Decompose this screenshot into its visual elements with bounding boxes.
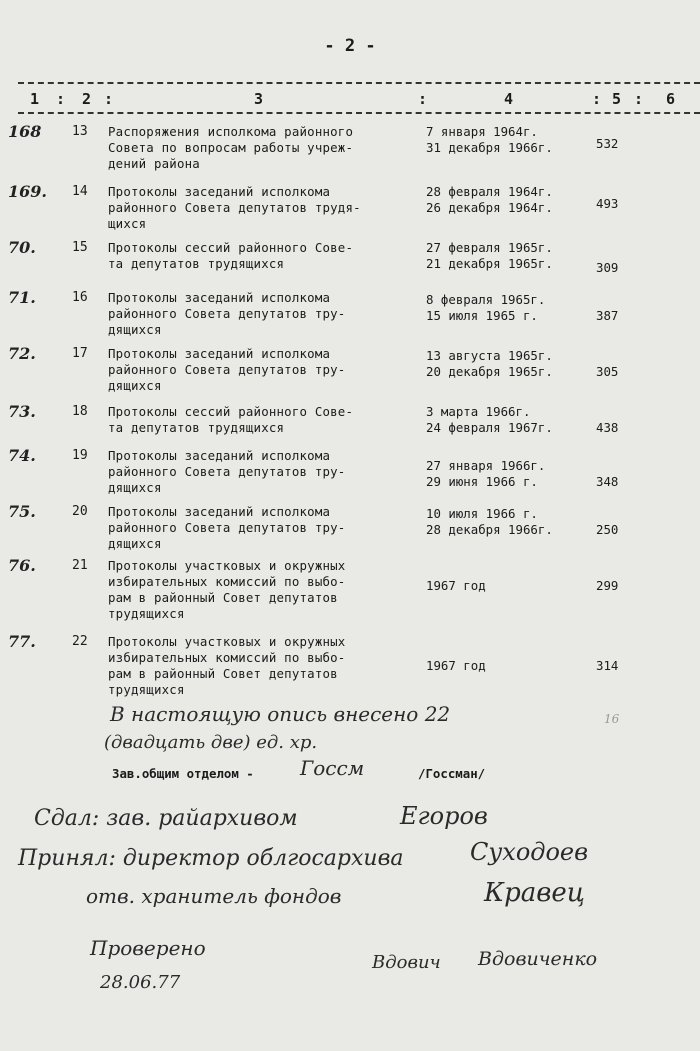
row-title: Протоколы участковых и окружных избирательных комиссий по выбо- рам в районный Совет депутатов трудящихся xyxy=(108,634,346,697)
row-handwritten-number: 73. xyxy=(8,402,36,421)
row-sheets: 309 xyxy=(596,260,619,275)
row-dates: 1967 год xyxy=(426,658,486,673)
checked-date: 28.06.77 xyxy=(100,972,181,993)
row-handwritten-number: 77. xyxy=(8,632,36,651)
row-number: 19 xyxy=(72,448,88,463)
row-title: Протоколы заседаний исполкома районного Совета депутатов тру- дящихся xyxy=(108,448,346,495)
page-number: - 2 - xyxy=(324,36,376,56)
row-handwritten-number: 75. xyxy=(8,502,36,521)
col-header-sep: : xyxy=(104,90,114,108)
row-dates: 28 февраля 1964г. 26 декабря 1964г. xyxy=(426,184,553,215)
row-title: Протоколы заседаний исполкома районного Совета депутатов трудя- щихся xyxy=(108,184,361,231)
col-header-sep: : xyxy=(634,90,644,108)
col-header-sep: : xyxy=(418,90,428,108)
row-number: 13 xyxy=(72,124,88,139)
row-sheets: 299 xyxy=(596,578,619,593)
col-header-3: 3 xyxy=(254,90,264,108)
received-line: Принял: директор облгосархива xyxy=(18,846,404,871)
col-header-4: 4 xyxy=(504,90,514,108)
checker-name: Вдовиченко xyxy=(478,948,598,970)
row-number: 21 xyxy=(72,558,88,573)
row-handwritten-number: 169. xyxy=(8,182,47,201)
checker-signature: Вдович xyxy=(372,952,441,973)
row-number: 18 xyxy=(72,404,88,419)
row-title: Протоколы сессий районного Сове- та депутатов трудящихся xyxy=(108,404,354,435)
row-sheets: 250 xyxy=(596,522,619,537)
row-number: 16 xyxy=(72,290,88,305)
row-handwritten-number: 168 xyxy=(8,122,42,141)
department-head-label: Зав.общим отделом - xyxy=(112,766,254,781)
checked-label: Проверено xyxy=(90,936,206,960)
header-rule-top xyxy=(18,82,700,84)
header-rule-bottom xyxy=(18,112,700,114)
department-head-signature: Госсм xyxy=(300,756,365,780)
row-dates: 7 января 1964г. 31 декабря 1966г. xyxy=(426,124,553,155)
row-handwritten-number: 74. xyxy=(8,446,36,465)
row-dates: 27 января 1966г. 29 июня 1966 г. xyxy=(426,458,546,489)
handover-line: Сдал: зав. райархивом xyxy=(34,806,298,831)
col-header-6: 6 xyxy=(666,90,676,108)
row-title: Протоколы заседаний исполкома районного Совета депутатов тру- дящихся xyxy=(108,504,346,551)
row-dates: 27 февраля 1965г. 21 декабря 1965г. xyxy=(426,240,553,271)
row-number: 15 xyxy=(72,240,88,255)
total-note-line2: (двадцать две) ед. хр. xyxy=(104,732,318,753)
row-number: 20 xyxy=(72,504,88,519)
row-number: 14 xyxy=(72,184,88,199)
col-header-sep: : xyxy=(592,90,602,108)
row-sheets: 438 xyxy=(596,420,619,435)
column-header-row xyxy=(0,90,700,110)
row-dates: 10 июля 1966 г. 28 декабря 1966г. xyxy=(426,506,553,537)
row-dates: 8 февраля 1965г. 15 июля 1965 г. xyxy=(426,292,546,323)
row-handwritten-number: 72. xyxy=(8,344,36,363)
col-header-5: 5 xyxy=(612,90,622,108)
row-handwritten-number: 70. xyxy=(8,238,36,257)
row-number: 22 xyxy=(72,634,88,649)
row-title: Протоколы сессий районного Сове- та депутатов трудящихся xyxy=(108,240,354,271)
row-title: Протоколы участковых и окружных избирательных комиссий по выбо- рам в районный Совет депутатов трудящихся xyxy=(108,558,346,621)
row-dates: 13 августа 1965г. 20 декабря 1965г. xyxy=(426,348,553,379)
row-sheets: 493 xyxy=(596,196,619,211)
row-dates: 3 марта 1966г. 24 февраля 1967г. xyxy=(426,404,553,435)
row-number: 17 xyxy=(72,346,88,361)
row-sheets: 314 xyxy=(596,658,619,673)
row-handwritten-number: 71. xyxy=(8,288,36,307)
row-dates: 1967 год xyxy=(426,578,486,593)
handover-signature: Егоров xyxy=(400,802,488,830)
col-header-1: 1 xyxy=(30,90,40,108)
row-handwritten-number: 76. xyxy=(8,556,36,575)
col-header-2: 2 xyxy=(82,90,92,108)
row-title: Протоколы заседаний исполкома районного Совета депутатов тру- дящихся xyxy=(108,346,346,393)
keeper-signature: Кравец xyxy=(484,878,585,908)
row-sheets: 387 xyxy=(596,308,619,323)
keeper-line: отв. хранитель фондов xyxy=(86,884,342,908)
row-title: Протоколы заседаний исполкома районного Совета депутатов тру- дящихся xyxy=(108,290,346,337)
row-sheets: 532 xyxy=(596,136,619,151)
margin-mark: 16 xyxy=(604,712,620,726)
row-title: Распоряжения исполкома районного Совета по вопросам работы учреж- дений района xyxy=(108,124,354,171)
total-note-line1: В настоящую опись внесено 22 xyxy=(110,702,451,726)
department-head-name: /Госсман/ xyxy=(418,766,486,781)
row-sheets: 348 xyxy=(596,474,619,489)
row-sheets: 305 xyxy=(596,364,619,379)
col-header-sep: : xyxy=(56,90,66,108)
received-signature: Суходоев xyxy=(470,838,589,866)
